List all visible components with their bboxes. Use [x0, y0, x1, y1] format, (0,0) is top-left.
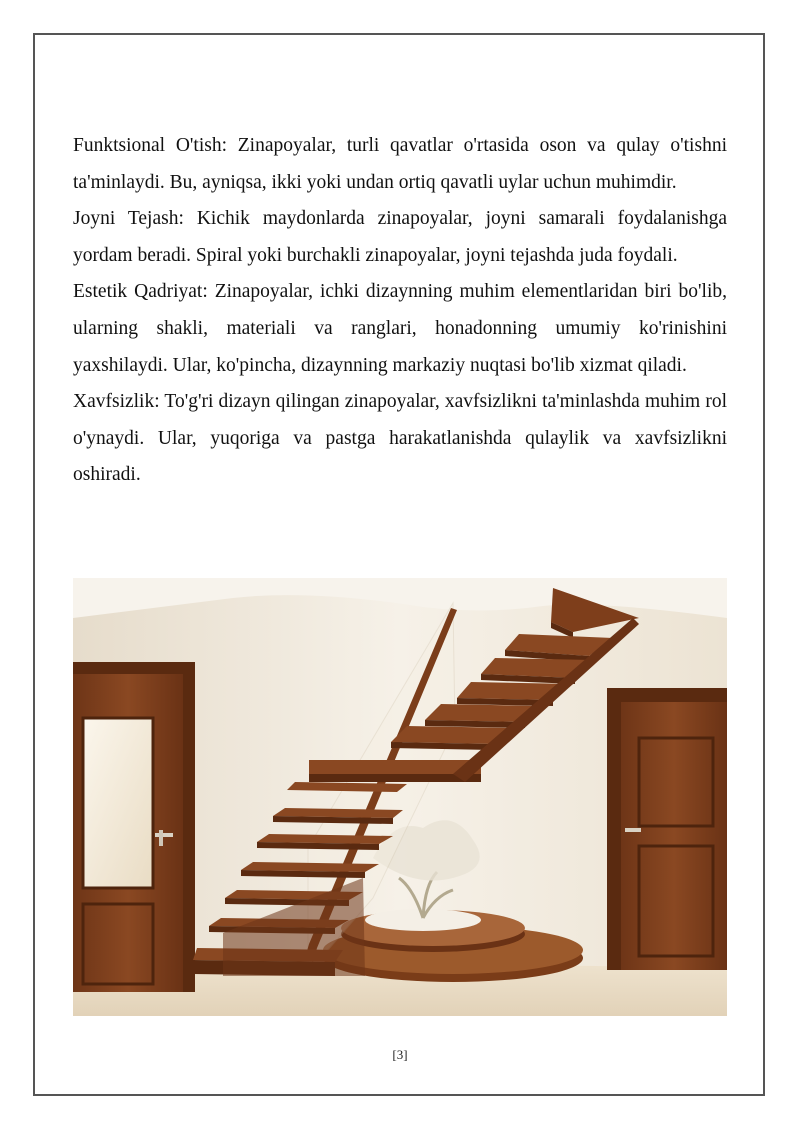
- right-door: [607, 688, 727, 970]
- body-text: [73, 128, 727, 494]
- paragraph-safety: Xavfsizlik: To'g'ri dizayn qilingan zinapoyalar, xavfsizlikni ta'minlashda muhim rol o'ynaydi. Ular, yuqoriga va pastga harakatlanishda qulaylik va xavfsizlikni oshiradi.: [73, 391, 727, 486]
- left-door: [73, 662, 195, 992]
- paragraph-aesthetic-value: Estetik Qadriyat: Zinapoyalar, ichki dizaynning muhim elementlaridan biri bo'lib, ularning shakli, materiali va ranglari, honadonning umumiy ko'rinishini yaxshilaydi. Ular, ko'pincha, dizaynning markaziy nuqtasi bo'lib xizmat qiladi.: [73, 281, 727, 376]
- staircase-photo: [73, 578, 727, 1016]
- page-number: [3]: [392, 1047, 408, 1062]
- paragraph-functional-transition: Funktsional O'tish: Zinapoyalar, turli qavatlar o'rtasida oson va qulay o'tishni ta'minlaydi. Bu, ayniqsa, ikki yoki undan ortiq qavatli uylar uchun muhimdir.: [73, 135, 727, 193]
- paragraph-space-saving: Joyni Tejash: Kichik maydonlarda zinapoyalar, joyni samarali foydalanishga yordam beradi. Spiral yoki burchakli zinapoyalar, joyni tejashda juda foydali.: [73, 208, 727, 266]
